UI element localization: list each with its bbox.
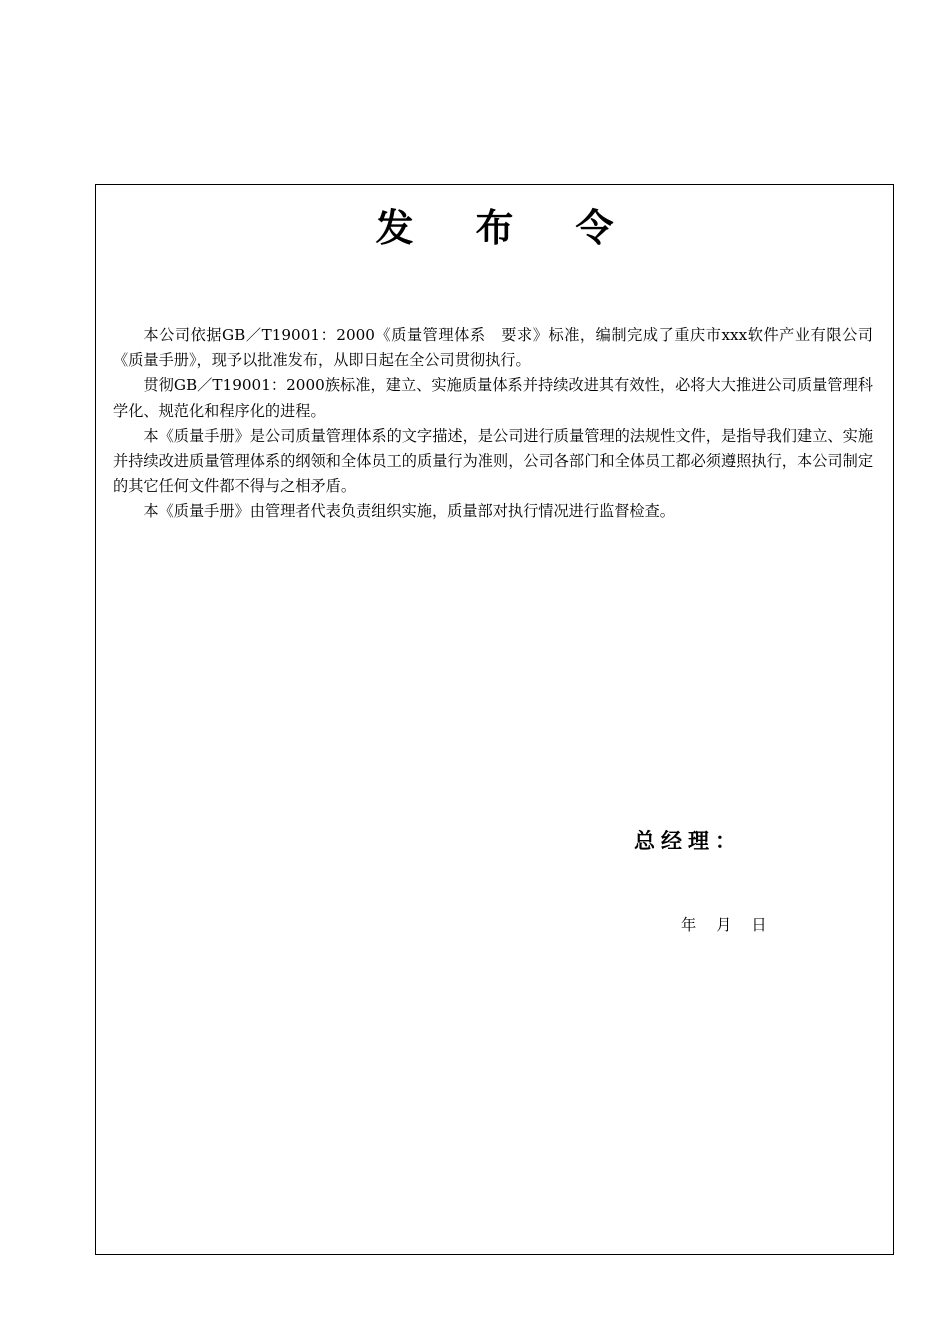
signer-label: 总经理： <box>634 829 742 853</box>
paragraph-1: 本公司依据GB／T19001：2000《质量管理体系 要求》标准，编制完成了重庆市xxx软件产业有限公司《质量手册》，现予以批准发布，从即日起在全公司贯彻执行。 <box>113 326 873 370</box>
date-line: 年 月 日 <box>681 916 767 934</box>
paragraph-3: 本《质量手册》是公司质量管理体系的文字描述，是公司进行质量管理的法规性文件，是指导我们建立、实施并持续改进质量管理体系的纲领和全体员工的质量行为准则，公司各部门和全体员工都必须遵照执行，本公司制定的其它任何文件都不得与之相矛盾。 <box>113 426 873 496</box>
paragraph-2: 贯彻GB／T19001：2000族标准，建立、实施质量体系并持续改进其有效性，必将大大推进公司质量管理科学化、规范化和程序化的进程。 <box>113 376 873 420</box>
document-frame <box>95 184 894 1255</box>
document-title: 发布令 <box>375 206 676 250</box>
document-body <box>113 323 873 525</box>
paragraph-4: 本《质量手册》由管理者代表负责组织实施，质量部对执行情况进行监督检查。 <box>143 502 675 521</box>
